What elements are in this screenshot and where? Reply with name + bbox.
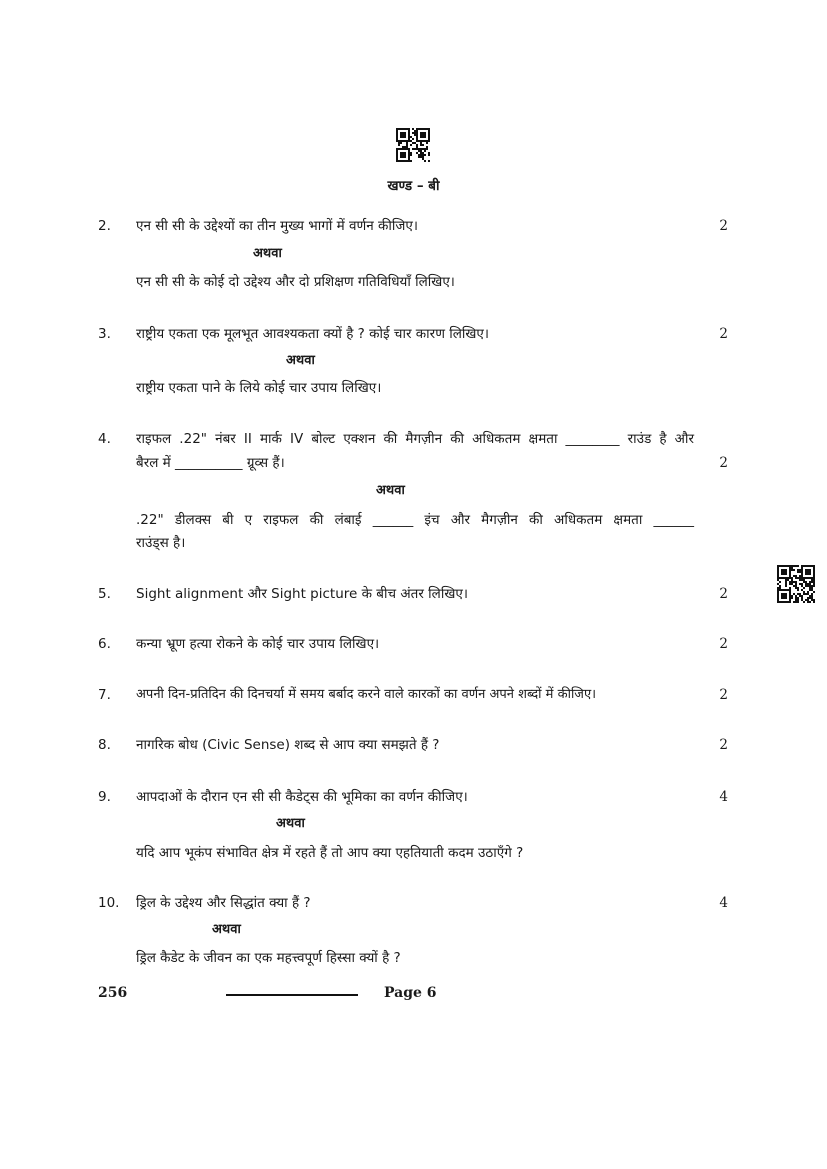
question-text: Sight alignment और Sight picture के बीच अंतर लिखिए। (136, 586, 468, 602)
or-label: अथवा (286, 353, 315, 368)
question-text: ड्रिल के उद्देश्य और सिद्धांत क्या हैं ? (136, 895, 311, 911)
question-alt-text: राष्ट्रीय एकता पाने के लिये कोई चार उपाय लिखिए। (136, 380, 382, 396)
question-marks: 4 (719, 895, 728, 911)
question-number: 9. (98, 789, 111, 805)
question-text-line-2: बैरल में __________ ग्रूव्स हैं। (136, 455, 285, 471)
qr-code-side (777, 565, 815, 603)
or-label: अथवा (212, 922, 241, 937)
question-number: 2. (98, 218, 111, 234)
page-number: Page 6 (384, 985, 437, 1001)
question-alt-text: ड्रिल कैडेट के जीवन का एक महत्त्वपूर्ण हिस्सा क्यों है ? (136, 950, 401, 966)
question-marks: 2 (719, 326, 728, 342)
question-marks: 2 (719, 218, 728, 234)
footer-divider (226, 994, 358, 996)
question-alt-text: एन सी सी के कोई दो उद्देश्य और दो प्रशिक्षण गतिविधियाँ लिखिए। (136, 274, 455, 290)
question-marks: 2 (719, 687, 728, 703)
question-alt-text-line-2: राउंड्स है। (136, 535, 186, 551)
question-alt-text: यदि आप भूकंप संभावित क्षेत्र में रहते हैं तो आप क्या एहतियाती कदम उठाएँगे ? (136, 845, 524, 861)
question-number: 3. (98, 326, 111, 342)
question-marks: 2 (719, 455, 728, 471)
question-number: 6. (98, 636, 111, 652)
question-number: 8. (98, 737, 111, 753)
section-title: खण्ड – बी (387, 178, 440, 194)
question-alt-text-line-1: .22" डीलक्स बी ए राइफल की लंबाई ______ इंच और मैगज़ीन की अधिकतम क्षमता ______ (136, 512, 694, 528)
qr-code (396, 128, 430, 162)
question-number: 4. (98, 431, 111, 447)
question-number: 10. (98, 895, 120, 911)
question-number: 5. (98, 586, 111, 602)
question-text: आपदाओं के दौरान एन सी सी कैडेट्स की भूमिका का वर्णन कीजिए। (136, 789, 468, 805)
or-label: अथवा (376, 483, 405, 498)
question-marks: 2 (719, 737, 728, 753)
question-text-line-1: राइफल .22" नंबर II मार्क IV बोल्ट एक्शन की मैगज़ीन की अधिकतम क्षमता ________ राउंड है और (136, 431, 694, 447)
question-number: 7. (98, 687, 111, 703)
question-marks: 4 (719, 789, 728, 805)
question-text: राष्ट्रीय एकता एक मूलभूत आवश्यकता क्यों है ? कोई चार कारण लिखिए। (136, 326, 490, 342)
question-text: अपनी दिन-प्रतिदिन की दिनचर्या में समय बर्बाद करने वाले कारकों का वर्णन अपने शब्दों में कीजिए। (136, 687, 597, 702)
question-text: कन्या भ्रूण हत्या रोकने के कोई चार उपाय लिखिए। (136, 636, 380, 652)
question-marks: 2 (719, 586, 728, 602)
question-text: एन सी सी के उद्देश्यों का तीन मुख्य भागों में वर्णन कीजिए। (136, 218, 418, 234)
paper-code: 256 (98, 985, 128, 1001)
question-marks: 2 (719, 636, 728, 652)
question-text: नागरिक बोध (Civic Sense) शब्द से आप क्या समझते हैं ? (136, 737, 440, 753)
or-label: अथवा (253, 246, 282, 261)
or-label: अथवा (276, 816, 305, 831)
